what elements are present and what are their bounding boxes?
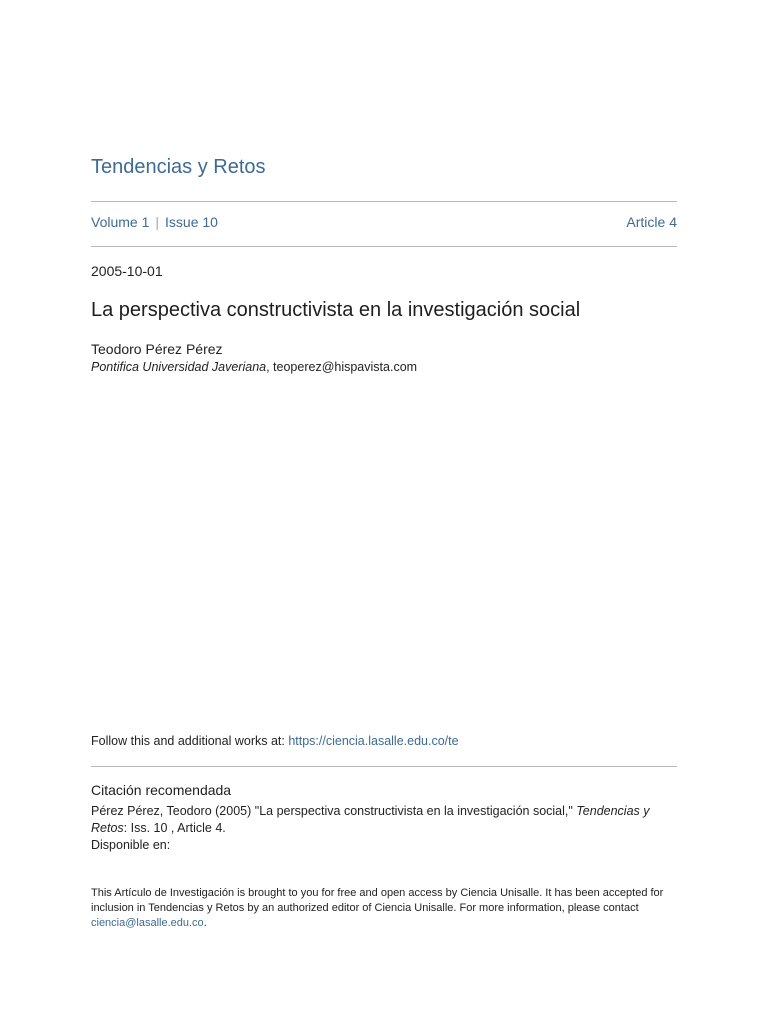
repository-link[interactable]: https://ciencia.lasalle.edu.co/te bbox=[288, 734, 459, 748]
issue-info-row bbox=[91, 214, 677, 230]
journal-title-link[interactable]: Tendencias y Retos bbox=[91, 156, 266, 178]
volume-link[interactable]: Volume 1 bbox=[91, 214, 150, 230]
follow-label: Follow this and additional works at: bbox=[91, 734, 289, 748]
issue-separator: | bbox=[155, 214, 160, 230]
author-affiliation bbox=[91, 360, 417, 374]
footer-note bbox=[91, 886, 677, 931]
follow-row bbox=[91, 734, 459, 748]
divider-middle bbox=[91, 246, 677, 247]
issue-link[interactable]: Issue 10 bbox=[165, 214, 218, 230]
footer-end: . bbox=[203, 917, 207, 929]
citation-text bbox=[91, 803, 677, 837]
article-number-link[interactable]: Article 4 bbox=[626, 214, 677, 230]
affiliation-separator: , bbox=[266, 360, 274, 374]
citation-text-start: Pérez Pérez, Teodoro (2005) "La perspectiva constructivista en la investigación social," bbox=[91, 804, 577, 818]
author-name: Teodoro Pérez Pérez bbox=[91, 341, 223, 357]
citation-text-end: : Iss. 10 , Article 4. bbox=[123, 821, 226, 835]
divider-top bbox=[91, 201, 677, 202]
divider-bottom bbox=[91, 766, 677, 767]
publication-date: 2005-10-01 bbox=[91, 263, 163, 279]
footer-text: This Artículo de Investigación is brought to you for free and open access by Ciencia Unisalle. It has been accepted for inclusion in Tendencias y Retos by an authorized editor of Ciencia Unisalle. For more information, please contact bbox=[91, 887, 664, 914]
contact-email-link[interactable]: ciencia@lasalle.edu.co bbox=[91, 917, 204, 929]
availability-label: Disponible en: bbox=[91, 838, 171, 852]
citation-journal: Tendencias y Retos bbox=[91, 804, 650, 835]
author-email: teoperez@hispavista.com bbox=[273, 360, 418, 374]
citation-heading: Citación recomendada bbox=[91, 782, 232, 798]
article-title: La perspectiva constructivista en la investigación social bbox=[91, 299, 581, 321]
institution-name: Pontifica Universidad Javeriana bbox=[91, 360, 267, 374]
